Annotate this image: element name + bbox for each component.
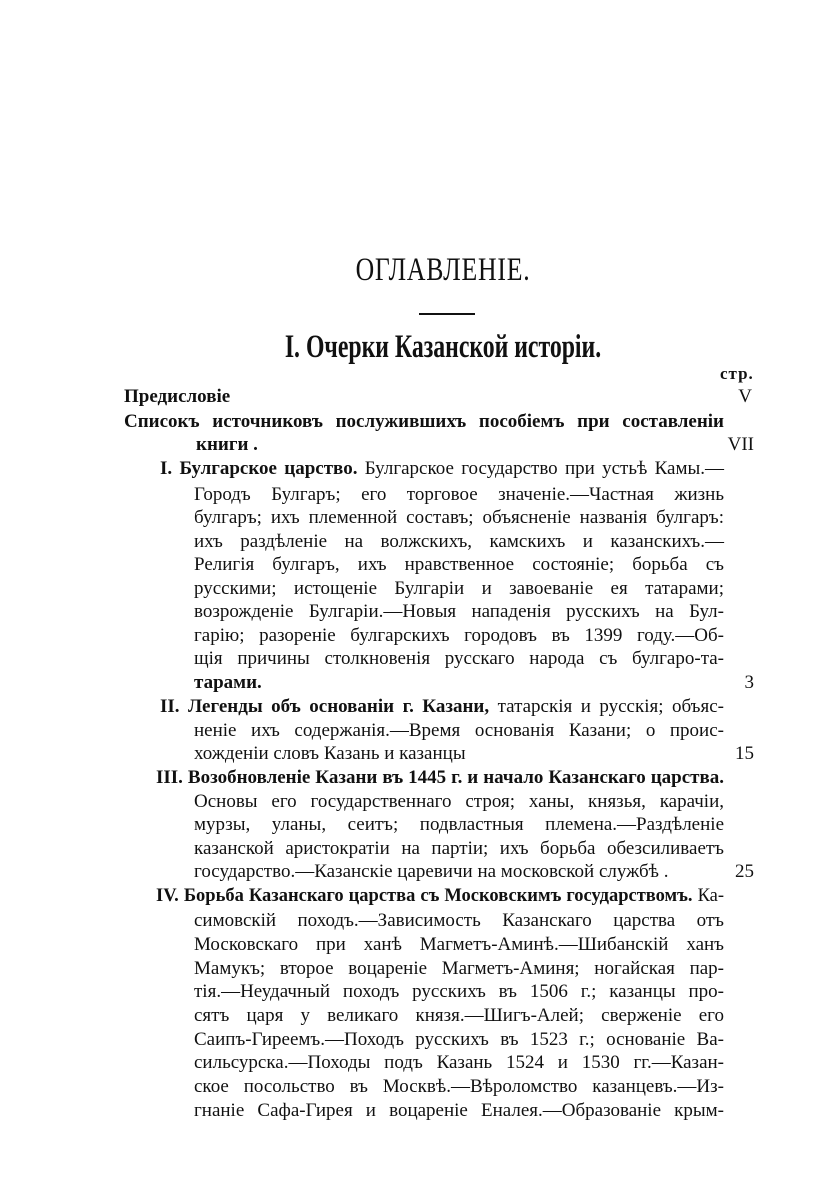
chapter-4-line: Саипъ-Гиреемъ.—Походъ русскихъ въ 1523 г.; основаніе Ва-	[194, 1029, 724, 1050]
chapter-2-number: II.	[160, 696, 180, 717]
chapter-1-line: русскими; истощеніе Булгаріи и завоеваніе ея татарами;	[194, 578, 724, 599]
chapter-3-line: мурзы, уланы, сеитъ; подвластныя племена.—Раздѣленіе	[194, 814, 724, 835]
chapter-2-line: хожденіи словъ Казань и казанцы	[194, 743, 466, 764]
page-number-chapter-1: 3	[744, 672, 754, 693]
chapter-2-summary-start: татарскія и русскія; объяс-	[497, 696, 724, 717]
toc-entry-chapter-2	[160, 693, 724, 720]
chapter-4-title: Борьба Казанскаго царства съ Московскимъ государствомъ.	[183, 886, 693, 906]
page-number-sources: VII	[727, 434, 754, 455]
page-number-preface: V	[738, 386, 752, 407]
page-number-chapter-3: 25	[735, 861, 754, 882]
chapter-1-line: гарію; разореніе булгарскихъ городовъ въ 1399 году.—Об-	[194, 625, 724, 646]
chapter-1-summary-start: Булгарское государство при устьѣ Камы.—	[364, 458, 724, 479]
page-number-chapter-2: 15	[735, 743, 754, 764]
preface-title: Предисловіе	[124, 386, 231, 407]
chapter-3-number: III.	[156, 767, 183, 788]
chapter-2-line: неніе ихъ содержанія.—Время основанія Казани; о проис-	[194, 720, 724, 741]
chapter-4-line: сильсурска.—Походы подъ Казань 1524 и 1530 гг.—Казан-	[194, 1052, 724, 1073]
chapter-4-line: тія.—Неудачный походъ русскихъ въ 1506 г.; казанцы про-	[194, 981, 724, 1002]
toc-entry-chapter-1	[160, 455, 724, 482]
page-title: ОГЛАВЛЕНІЕ.	[355, 252, 531, 288]
chapter-1-line: возрожденіе Булгаріи.—Новыя нападенія русскихъ на Бул-	[194, 601, 724, 622]
chapter-4-line: гнаніе Сафа-Гирея и воцареніе Еналея.—Образованіе крым-	[194, 1100, 724, 1121]
chapter-4-line: симовскій походъ.—Зависимость Казанскаго царства отъ	[194, 910, 724, 931]
chapter-1-line: ихъ раздѣленіе на волжскихъ, камскихъ и казанскихъ.—	[194, 531, 724, 552]
chapter-3-line: государство.—Казанскіе царевичи на московской службѣ .	[194, 861, 669, 882]
chapter-1-number: I.	[160, 458, 173, 479]
chapter-3-title: Возобновленіе Казани въ 1445 г. и начало Казанскаго царства.	[187, 767, 724, 788]
toc-entry-chapter-4	[156, 883, 724, 910]
chapter-1-title: Булгарское царство.	[179, 458, 358, 479]
page-column-label: стр.	[720, 364, 754, 383]
chapter-1-line: Религія булгаръ, ихъ нравственное состояніе; борьба съ	[194, 554, 724, 575]
sources-title-cont: книги .	[196, 434, 258, 455]
chapter-4-summary-start: Ка-	[697, 886, 725, 906]
chapter-1-line: тарами.	[194, 672, 262, 693]
chapter-1-line: булгаръ; ихъ племенной составъ; объясненіе названія булгаръ:	[194, 507, 724, 528]
sources-title: Списокъ источниковъ послужившихъ пособіемъ при составленіи	[124, 411, 724, 432]
chapter-4-line: сятъ царя у великаго князя.—Шигъ-Алей; сверженіе его	[194, 1005, 724, 1026]
toc-entry-chapter-3	[156, 764, 724, 791]
chapter-4-line: Московскаго при ханѣ Магметъ-Аминѣ.—Шибанскій ханъ	[194, 934, 724, 955]
chapter-4-line: Мамукъ; второе воцареніе Магметъ-Аминя; ногайская пар-	[194, 958, 724, 979]
chapter-4-number: IV.	[156, 886, 179, 906]
chapter-4-line: ское посольство въ Москвѣ.—Вѣроломство казанцевъ.—Из-	[194, 1076, 724, 1097]
chapter-3-line: Основы его государственнаго строя; ханы, князья, карачіи,	[194, 791, 724, 812]
chapter-1-line: щія причины столкновенія русскаго народа съ булгаро-та-	[194, 648, 724, 669]
chapter-1-line: Городъ Булгаръ; его торговое значеніе.—Частная жизнь	[194, 484, 724, 505]
chapter-2-title: Легенды объ основаніи г. Казани,	[188, 696, 490, 717]
chapter-3-line: казанской аристократіи на партіи; ихъ борьба обезсиливаетъ	[194, 838, 724, 859]
title-rule	[419, 313, 475, 315]
toc-entry-preface	[124, 383, 724, 410]
part-title: I. Очерки Казанской исторіи.	[284, 329, 602, 365]
